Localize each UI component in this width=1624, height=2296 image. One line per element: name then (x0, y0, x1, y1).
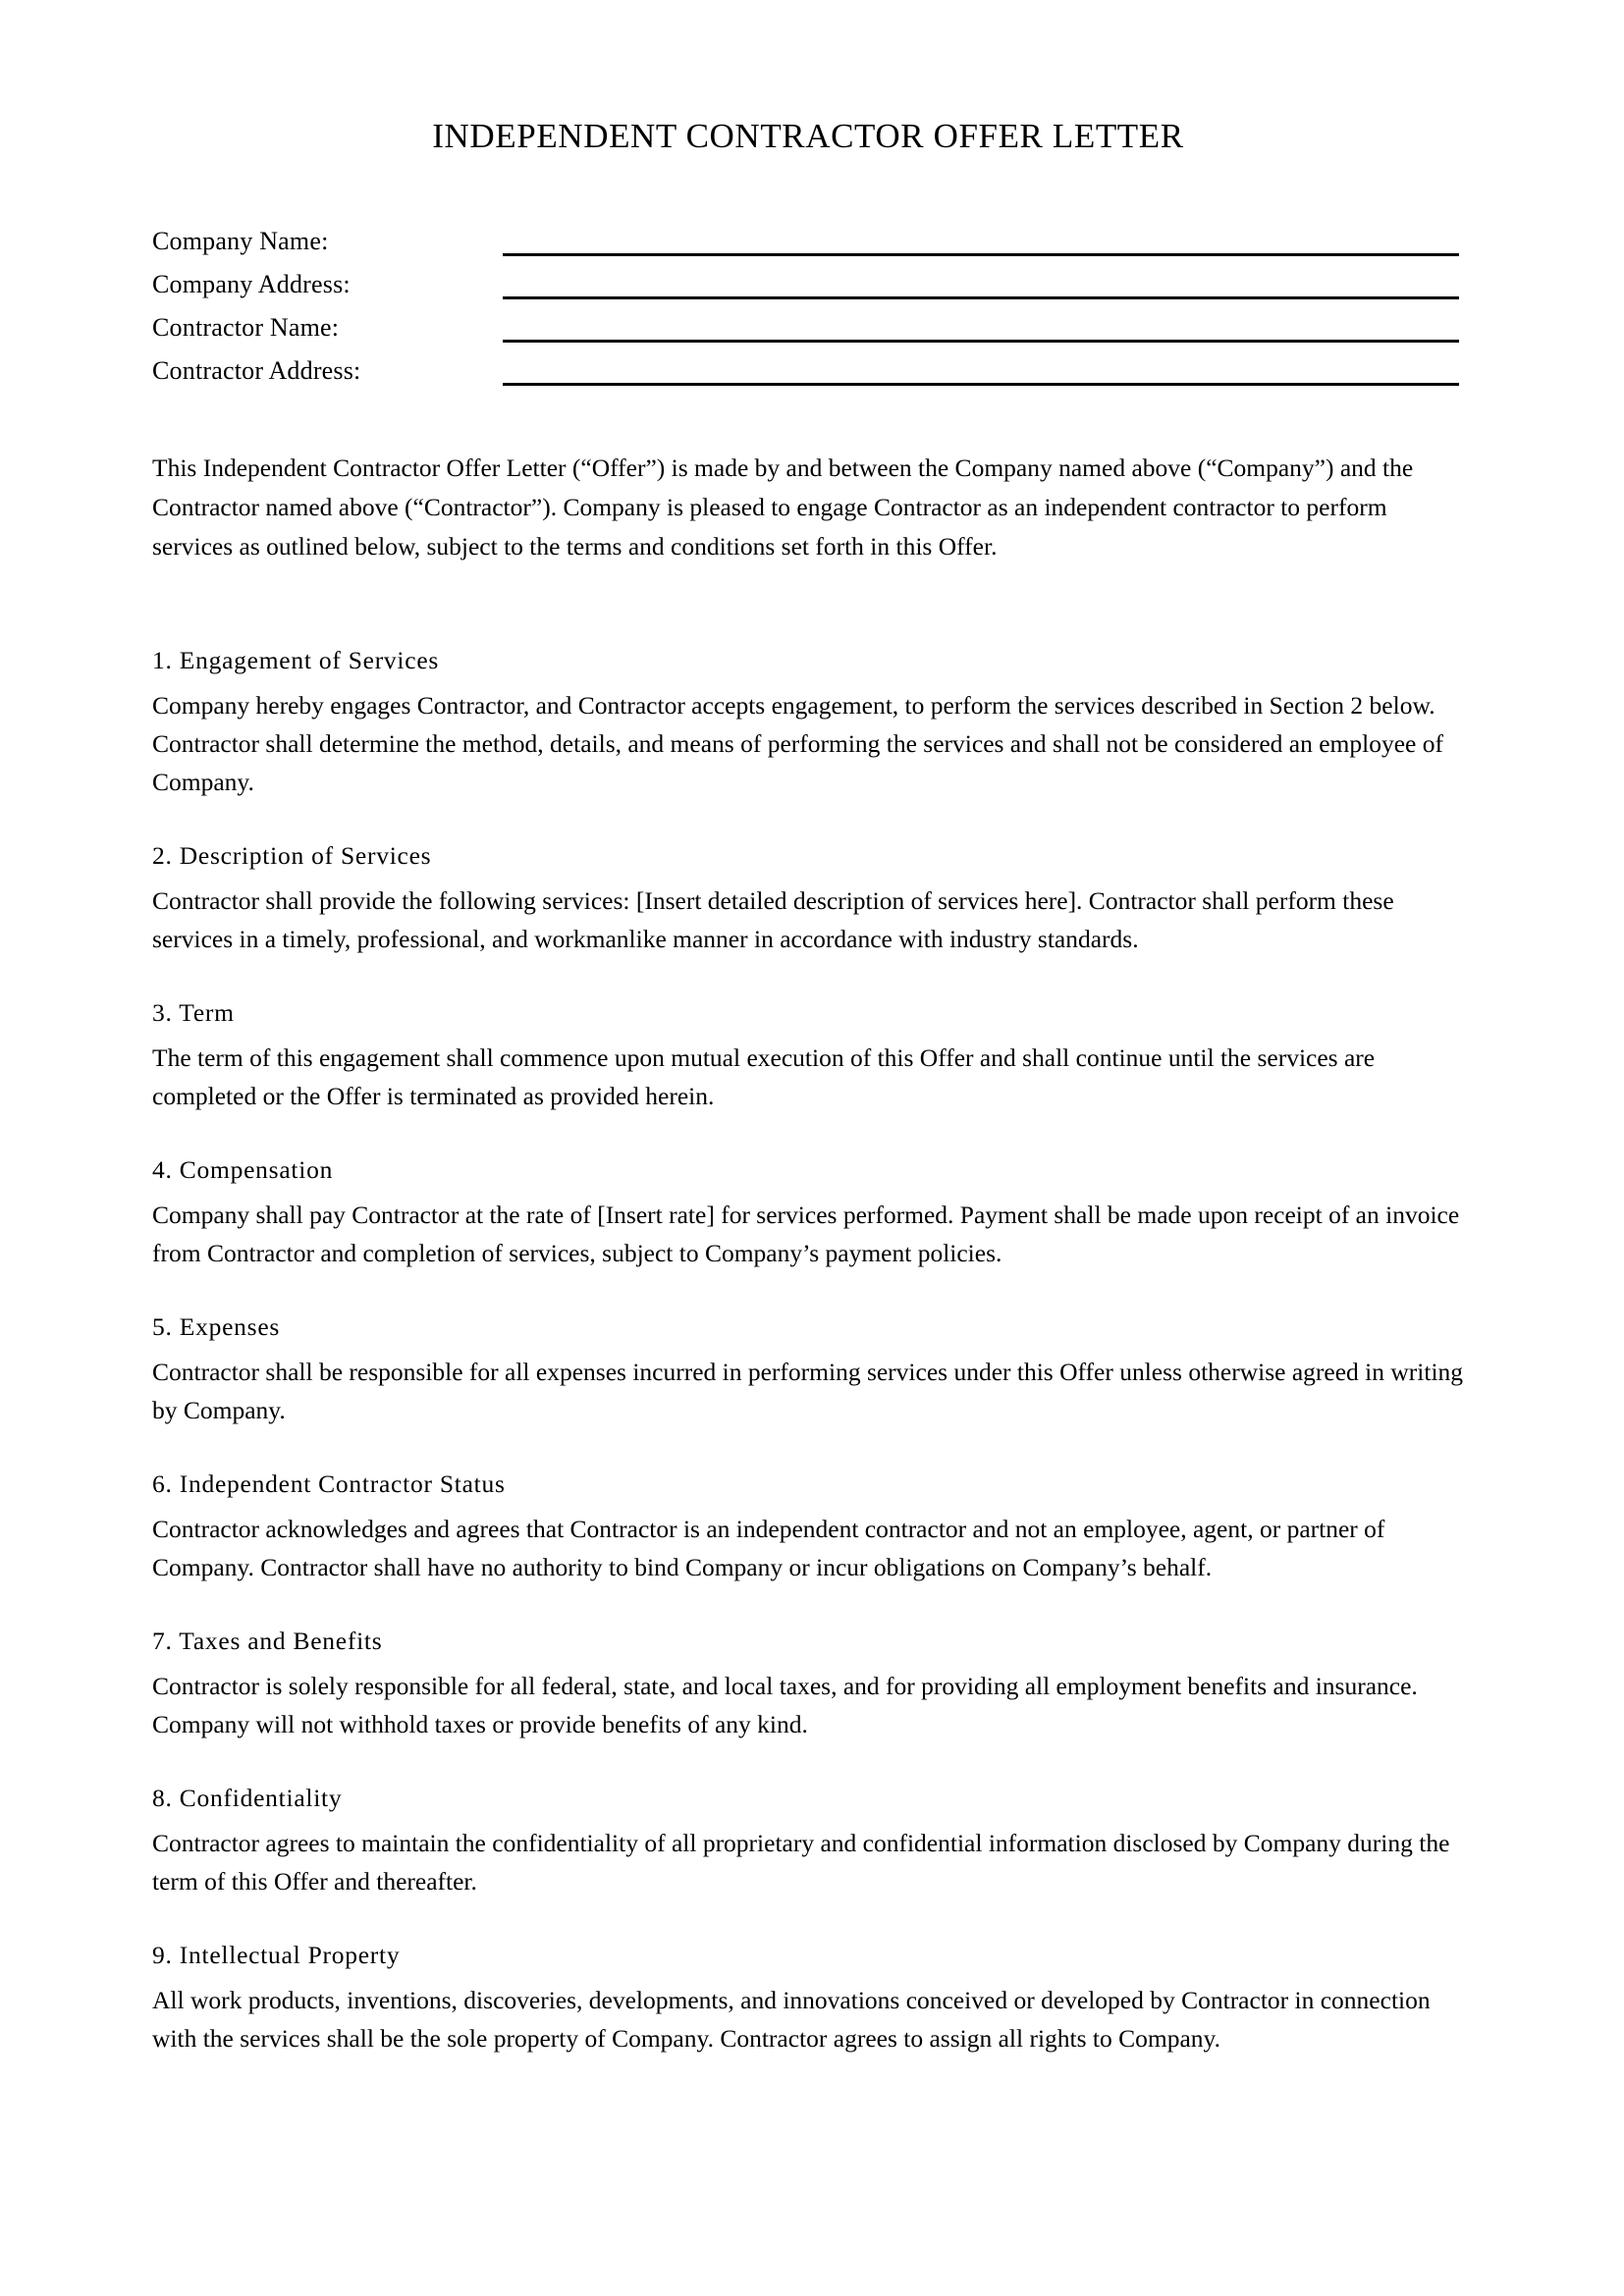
contractor-name-field[interactable] (503, 313, 1464, 343)
section-body: The term of this engagement shall commence upon mutual execution of this Offer and shall continue until the services are completed or the Offer is terminated as provided herein. (152, 1043, 1376, 1110)
form-row-company-name (152, 213, 1464, 256)
section-heading: 3. Term (152, 998, 235, 1027)
form-row-contractor-address (152, 343, 1464, 386)
section-body: Company hereby engages Contractor, and Contractor accepts engagement, to perform the services described in Section 2 below. Contractor shall determine the method, details, and means of performing the services and shall not be considered an employee of Company. (152, 691, 1443, 796)
section-expenses (152, 1309, 1464, 1429)
fill-in-rule (503, 253, 1459, 256)
section-heading: 4. Compensation (152, 1155, 334, 1184)
fill-in-rule (503, 296, 1459, 299)
company-name-field[interactable] (503, 227, 1464, 256)
sections-list (152, 643, 1464, 2057)
section-intellectual-property (152, 1938, 1464, 2057)
section-heading: 6. Independent Contractor Status (152, 1469, 506, 1498)
intro-paragraph: This Independent Contractor Offer Letter (“Offer”) is made by and between the Company named above (“Company”) and the Contractor named above (“Contractor”). Company is pleased to engage Contractor as an independent contractor to perform services as outlined below, subject to the terms and conditions set forth in this Offer. (152, 454, 1414, 561)
contractor-address-label: Contractor Address: (152, 356, 361, 385)
party-information-form (152, 213, 1464, 386)
fill-in-rule (503, 383, 1459, 386)
section-body: Contractor is solely responsible for all federal, state, and local taxes, and for providing all employment benefits and insurance. Company will not withhold taxes or provide benefits of any kind. (152, 1672, 1418, 1738)
fill-in-rule (503, 340, 1459, 343)
section-confidentiality (152, 1781, 1464, 1900)
section-body: Contractor acknowledges and agrees that Contractor is an independent contractor and not an employee, agent, or partner of Company. Contractor shall have no authority to bind Company or incur obligations on Company’s behalf. (152, 1515, 1385, 1581)
company-address-field[interactable] (503, 270, 1464, 299)
section-heading: 8. Confidentiality (152, 1784, 343, 1812)
form-row-company-address (152, 256, 1464, 299)
contractor-address-field[interactable] (503, 356, 1464, 386)
section-description-of-services (152, 838, 1464, 958)
section-body: Contractor shall provide the following services: [Insert detailed description of services here]. Contractor shall perform these services in a timely, professional, and workmanlike manner in accordance with industry standards. (152, 886, 1394, 953)
section-compensation (152, 1152, 1464, 1272)
section-body: Company shall pay Contractor at the rate of [Insert rate] for services performed. Payment shall be made upon receipt of an invoice from Contractor and completion of services, subject to Company’s payment policies. (152, 1201, 1460, 1267)
section-independent-contractor-status (152, 1467, 1464, 1586)
section-term (152, 995, 1464, 1115)
contractor-name-label: Contractor Name: (152, 313, 340, 342)
section-heading: 9. Intellectual Property (152, 1941, 401, 1969)
section-body: Contractor shall be responsible for all expenses incurred in performing services under this Offer unless otherwise agreed in writing by Company. (152, 1358, 1464, 1424)
company-name-label: Company Name: (152, 227, 329, 255)
section-heading: 5. Expenses (152, 1312, 281, 1341)
section-body: Contractor agrees to maintain the confidentiality of all proprietary and confidential information disclosed by Company during the term of this Offer and thereafter. (152, 1829, 1450, 1896)
section-body: All work products, inventions, discoveries, developments, and innovations conceived or developed by Contractor in connection with the services shall be the sole property of Company. Contractor agrees to assign all rights to Company. (152, 1986, 1431, 2053)
document-content (152, 0, 1464, 2057)
section-taxes-and-benefits (152, 1624, 1464, 1743)
section-heading: 7. Taxes and Benefits (152, 1627, 383, 1655)
form-row-contractor-name (152, 299, 1464, 343)
section-heading: 2. Description of Services (152, 841, 432, 870)
page-title: INDEPENDENT CONTRACTOR OFFER LETTER (432, 117, 1184, 155)
section-engagement-of-services (152, 643, 1464, 801)
section-heading: 1. Engagement of Services (152, 646, 440, 674)
company-address-label: Company Address: (152, 270, 351, 298)
